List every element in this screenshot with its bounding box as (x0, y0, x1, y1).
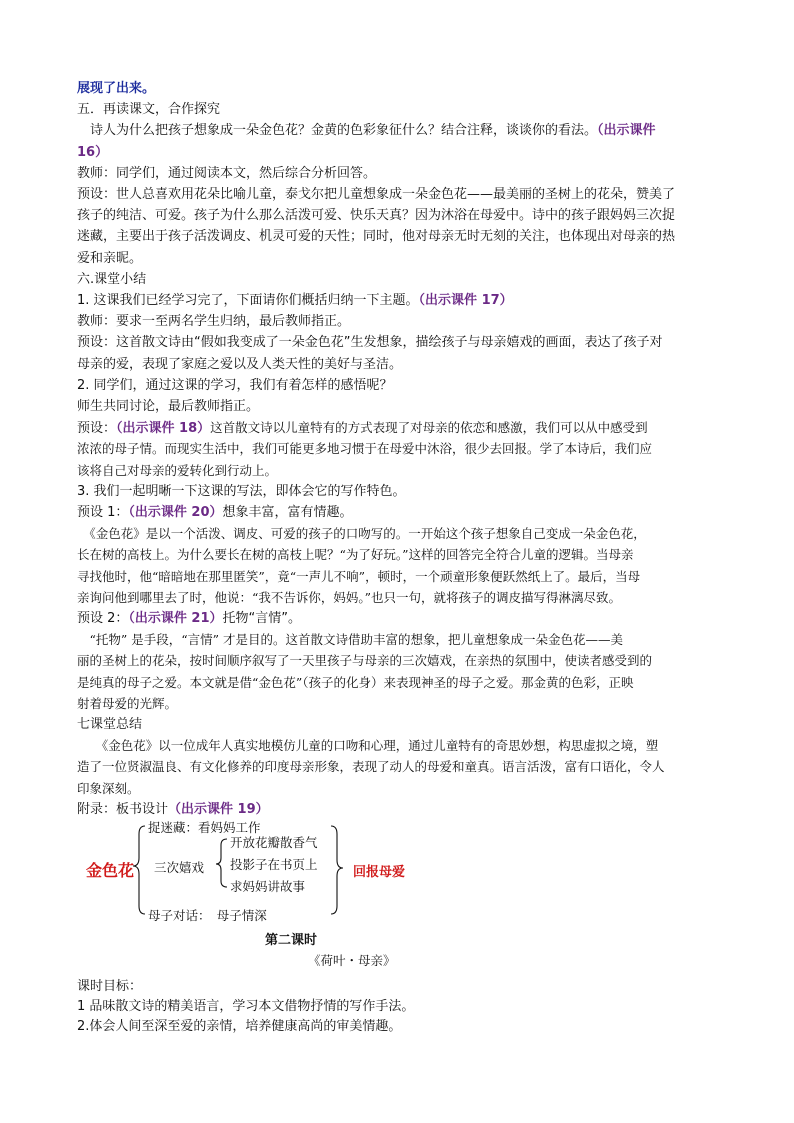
text-span: “托物” 是手段，“言情” 才是目的。这首散文诗借助丰富的想象，把儿童想象成一朵金色花——美 (77, 632, 624, 648)
text-line (77, 311, 727, 332)
goal-item: 1 品味散文诗的精美语言，学习本文借物抒情的写作手法。 (77, 999, 415, 1014)
text-line (77, 587, 727, 609)
text-span: 教师：要求一至两名学生归纳，最后教师指正。 (77, 314, 351, 330)
board-right-label: 回报母爱 (353, 865, 406, 880)
text-span: 寻找他时，他“暗暗地在那里匿笑”，竟“一声儿不响”，顿时，一个顽童形象便跃然纸上了。最后，当母 (77, 568, 641, 584)
text-line (77, 629, 727, 651)
text-span: 丽的圣树上的花朵，按时间顺序叙写了一天里孩子与母亲的三次嬉戏，在亲热的氛围中，使读者感受到的 (77, 653, 653, 669)
text-line (77, 99, 727, 120)
board-center-label: 金色花 (86, 861, 135, 880)
text-line (77, 417, 727, 439)
text-line (77, 735, 727, 757)
text-span: 2. 同学们，通过这课的学习，我们有着怎样的感悟呢？ (77, 377, 393, 393)
text-span: 爱和亲昵。 (77, 250, 143, 266)
text-span: 《金色花》以一位成年人真实地模仿儿童的口吻和心理，通过儿童特有的奇思妙想，构思虚拟之境，塑 (77, 738, 659, 754)
text-span: 该将自己对母亲的爱转化到行动上。 (77, 462, 278, 478)
text-line (77, 693, 727, 715)
text-span: 诗人为什么把孩子想象成一朵金色花？金黄的色彩象征什么？结合注释，谈谈你的看法。 (77, 123, 598, 139)
text-line (77, 78, 727, 99)
text-span: 这首散文诗以儿童特有的方式表现了对母亲的依恋和感激，我们可以从中感受到 (210, 420, 648, 436)
board-top-item: 捉迷藏：看妈妈工作 (148, 820, 261, 835)
text-line (77, 756, 727, 778)
text-span: 1. 这课我们已经学习完了，下面请你们概括归纳一下主题。 (77, 293, 419, 308)
text-line (77, 481, 727, 502)
text-span: 教师：同学们，通过阅读本文，然后综合分析回答。 (77, 165, 377, 181)
text-line (77, 438, 727, 460)
text-span: 预设 1： (77, 505, 129, 520)
text-span: 预设：这首散文诗由“假如我变成了一朵金色花”生发想象，描绘孩子与母亲嬉戏的画面，表达了孩子对 (77, 335, 663, 351)
text-line (77, 354, 727, 375)
text-span: 托物“言情”。 (222, 611, 302, 626)
text-line (77, 226, 727, 247)
text-span: 长在树的高枝上。为什么要长在树的高枝上呢？“为了好玩。”这样的回答完全符合儿童的逻辑。当母亲 (77, 547, 634, 563)
text-span: 展现了出来。 (77, 81, 156, 96)
text-span: 16） (77, 144, 109, 160)
goals-label: 课时目标： (77, 979, 143, 994)
text-span: （出示课件 20） (128, 505, 223, 520)
board-sub-item: 投影子在书页上 (230, 857, 318, 872)
text-line (77, 184, 727, 205)
text-span: （出示课件 18） (116, 421, 211, 437)
text-line (77, 544, 727, 566)
text-line (77, 290, 727, 311)
text-span: 射着母爱的光辉。 (77, 695, 178, 711)
text-line (77, 375, 727, 396)
board-middle-item: 三次嬉戏 (154, 860, 205, 875)
text-span: 母亲的爱，表现了家庭之爱以及人类天性的美好与圣洁。 (77, 356, 403, 372)
text-span: 亲询问他到哪里去了时，他说：“我不告诉你，妈妈。”也只一句，就将孩子的调皮描写得淋漓尽致。 (77, 589, 622, 605)
text-span: 孩子的纯洁、可爱。孩子为什么那么活泼可爱、快乐天真？因为沐浴在母爱中。诗中的孩子跟妈妈三次捉 (77, 208, 676, 224)
text-span: 预设：世人总喜欢用花朵比喻儿童，泰戈尔把儿童想象成一朵金色花——最美丽的圣树上的花朵，赞美了 (77, 187, 676, 202)
text-span: 想象丰富，富有情趣。 (222, 505, 353, 520)
board-sub-item: 求妈妈讲故事 (230, 879, 306, 894)
text-line (77, 269, 727, 290)
text-line (77, 396, 727, 417)
goal-item: 2.体会人间至深至爱的亲情，培养健康高尚的审美情趣。 (77, 1019, 402, 1034)
text-span: 七课堂总结 (77, 717, 143, 732)
text-line (77, 332, 727, 353)
text-line (77, 566, 727, 588)
text-line (77, 650, 727, 672)
text-line (77, 799, 727, 820)
text-span: 是纯真的母子之爱。本文就是借“金色花”（孩子的化身）来表现神圣的母子之爱。那金黄的色彩，正映 (77, 674, 634, 690)
text-span: 浓浓的母子情。而现实生活中，我们可能更多地习惯于在母爱中沐浴，很少去回报。学了本诗后，我们应 (77, 441, 653, 457)
text-line (77, 163, 727, 184)
text-span: 五．再读课文，合作探究 (77, 102, 221, 118)
text-span: （出示课件 19） (168, 801, 269, 817)
text-line (77, 460, 727, 482)
board-bottom-item: 母子对话： 母子情深 (148, 908, 267, 923)
text-line (77, 248, 727, 269)
text-span: 《金色花》是以一个活泼、调皮、可爱的孩子的口吻写的。一开始这个孩子想象自己变成一朵金色花， (77, 526, 646, 542)
text-span: 印象深刻。 (77, 780, 140, 796)
text-span: 预设： (77, 421, 117, 437)
text-line (77, 205, 727, 226)
text-span: 造了一位贤淑温良、有文化修养的印度母亲形象，表现了动人的母爱和童真。语言活泼，富有口语化，令人 (77, 759, 665, 775)
text-line (77, 778, 727, 800)
text-span: 迷藏，主要出于孩子活泼调皮、机灵可爱的天性；同时，他对母亲无时无刻的关注，也体现出对母亲的热 (77, 229, 676, 245)
text-span: 附录：板书设计 (77, 801, 169, 817)
text-line (77, 142, 727, 163)
text-span: 六.课堂小结 (77, 271, 147, 287)
text-span: （出示课件 (597, 123, 656, 139)
text-line (77, 523, 727, 545)
text-span: 3. 我们一起明晰一下这课的写法，即体会它的写作特色。 (77, 483, 406, 499)
text-line (77, 608, 727, 629)
lesson-heading: 第二课时 (265, 933, 318, 948)
text-line (77, 714, 727, 735)
text-span: 预设 2： (77, 611, 129, 626)
text-line (77, 502, 727, 523)
text-span: （出示课件 17） (418, 293, 513, 308)
board-sub-item: 开放花瓣散香气 (230, 835, 318, 850)
text-line (77, 672, 727, 694)
text-span: （出示课件 21） (128, 611, 223, 626)
text-line (77, 120, 727, 141)
text-span: 师生共同讨论，最后教师指正。 (77, 399, 260, 414)
lesson-title: 《荷叶・母亲》 (308, 953, 396, 968)
